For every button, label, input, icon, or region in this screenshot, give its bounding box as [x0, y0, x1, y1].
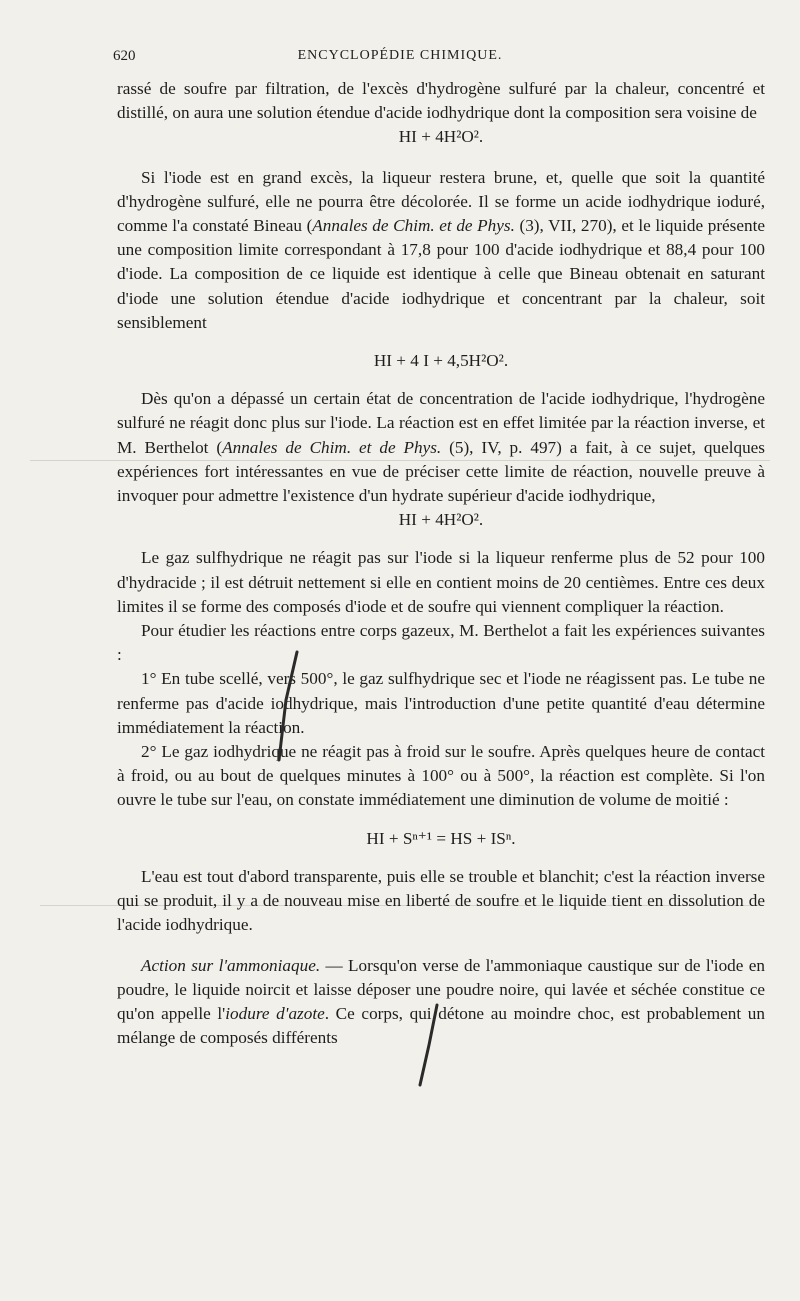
paragraph: 1° En tube scellé, vers 500°, le gaz sulfhydrique sec et l'iode ne réagissent pas. Le tube ne renferme pas d'acide iodhydrique, mais l'introduction d'une petite quantité d'eau détermine immédiatement la réaction.: [117, 669, 765, 737]
paragraph: L'eau est tout d'abord transparente, puis elle se trouble et blanchit; c'est la réaction inverse qui se produit, il y a de nouveau mise en liberté de soufre et le liquide tient en dissolution de l'acide iodhydrique.: [117, 866, 765, 935]
paragraph: Si l'iode est en grand excès, la liqueur restera brune, et, quelle que soit la quantité d'hydrogène sulfuré, elle ne pourra être décolorée. Il se forme un acide iodhydrique ioduré, comme l'a constaté Bineau (Annales de Chim. et de Phys. (3), VII, 270), et le liquide présente une composition limite correspondant à 17,8 pour 100 d'acide iodhydrique et 88,4 pour 100 d'iode. La composition de ce liquide est identique à celle que Bineau obtenait en saturant d'iode une solution étendue d'acide iodhydrique et concentrant par la chaleur, soit sensiblement: [117, 167, 765, 332]
page-number: 620: [113, 48, 136, 64]
equation: HI + 4H²O².: [398, 127, 484, 147]
citation: Annales de Chim. et de Phys.: [312, 216, 515, 236]
equation: HI + Sⁿ⁺¹ = HS + ISⁿ.: [366, 828, 516, 848]
body-text: [117, 77, 765, 1050]
paragraph: rassé de soufre par filtration, de l'excès d'hydrogène sulfuré par la chaleur, concentré et distillé, on aura une solution étendue d'acide iodhydrique dont la composition sera voisine de: [117, 79, 765, 123]
paragraph: Action sur l'ammoniaque. — Lorsqu'on verse de l'ammoniaque caustique sur de l'iode en poudre, le liquide noircit et laisse déposer une poudre noire, qui lavée et séchée constitue ce qu'on appelle l'iodure d'azote. Ce corps, qui détone au moindre choc, est probablement un mélange de composés différents: [117, 955, 765, 1048]
equation: HI + 4 I + 4,5H²O².: [373, 351, 509, 371]
paragraph: Pour étudier les réactions entre corps gazeux, M. Berthelot a fait les expériences suivantes :: [117, 621, 765, 665]
paragraph: 2° Le gaz iodhydrique ne réagit pas à froid sur le soufre. Après quelques heure de contact à froid, ou au bout de quelques minutes à 100° ou à 500°, la réaction est complète. Si l'on ouvre le tube sur l'eau, on constate immédiatement une diminution de volume de moitié :: [117, 742, 765, 810]
section-heading: Action sur l'ammoniaque.: [141, 955, 321, 975]
citation: Annales de Chim. et de Phys.: [222, 437, 442, 457]
paragraph: Dès qu'on a dépassé un certain état de concentration de l'acide iodhydrique, l'hydrogène sulfuré ne réagit donc plus sur l'iode. La réaction est en effet limitée par la réaction inverse, et M. Berthelot (Annales de Chim. et de Phys. (5), IV, p. 497) a fait, à ce sujet, quelques expériences fort intéressantes en vue de préciser cette limite de réaction, nouvelle preuve à invoquer pour admettre l'existence d'un hydrate supérieur d'acide iodhydrique,: [117, 389, 765, 506]
running-title: ENCYCLOPÉDIE CHIMIQUE.: [297, 48, 503, 63]
defined-term: iodure d'azote: [225, 1003, 325, 1023]
equation: HI + 4H²O².: [398, 510, 484, 530]
paragraph: Le gaz sulfhydrique ne réagit pas sur l'iode si la liqueur renferme plus de 52 pour 100 d'hydracide ; il est détruit nettement si elle en contient moins de 20 centièmes. Entre ces deux limites il se forme des composés d'iode et de soufre qui viennent compliquer la réaction.: [117, 548, 765, 616]
